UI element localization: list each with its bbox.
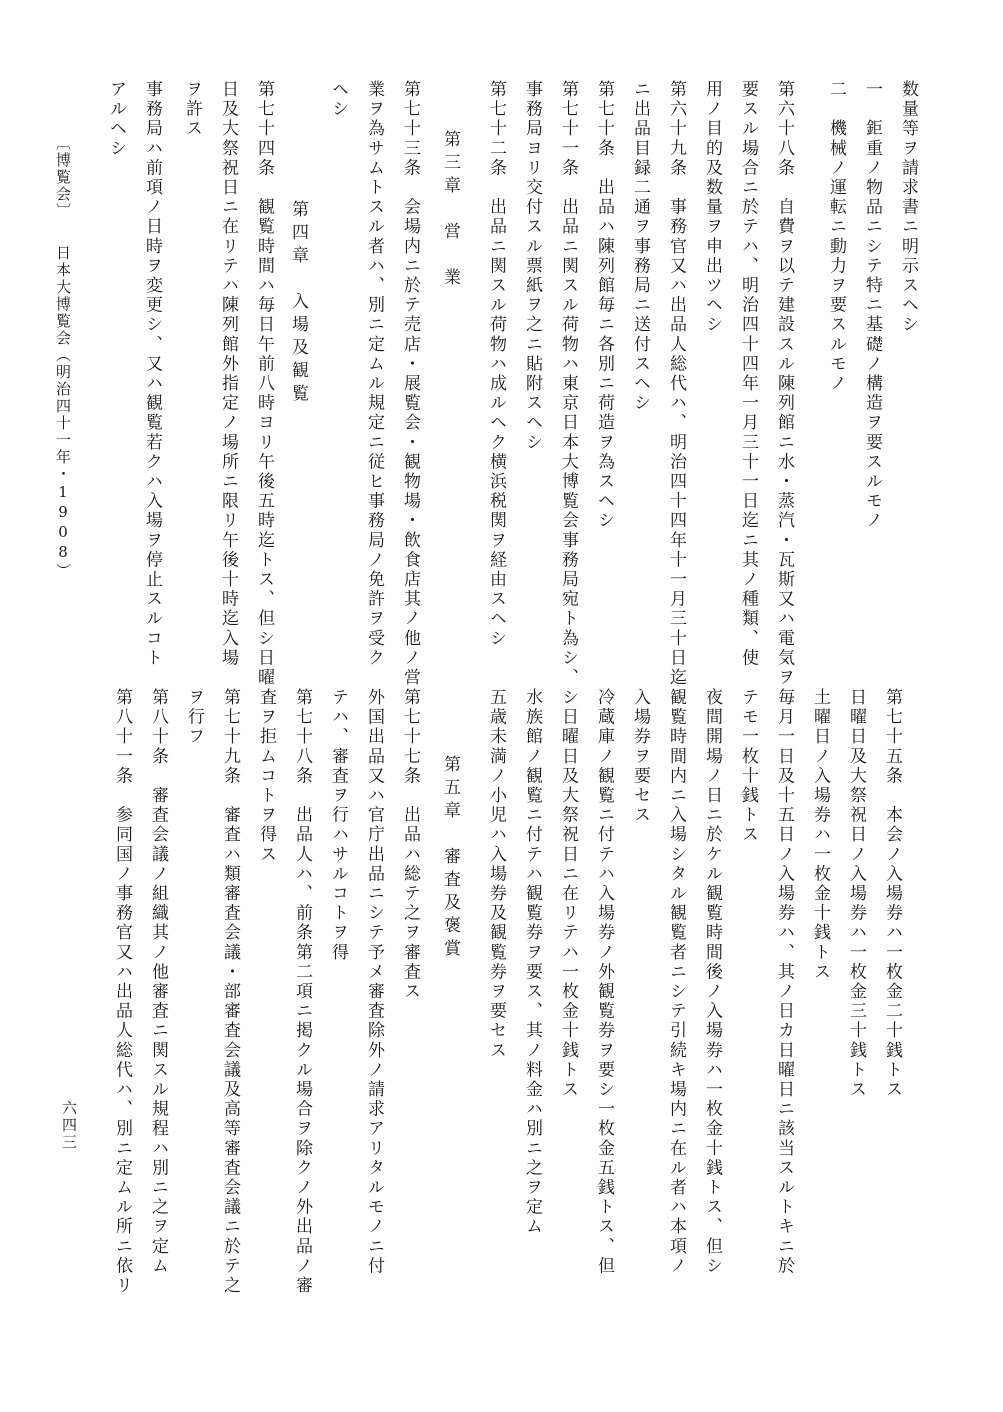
article-73-column: 第七十三条 会場内ニ於テ売店・展覧会・観物場・飲食店其ノ他ノ営 [400,80,420,688]
text-column: テハ、審査ヲ行ハサルコトヲ得 [328,688,348,963]
text-column: ヲ許ス [182,80,202,139]
footer-title: 日本大博覧会（明治四十一年・1908） [54,245,72,580]
article-81-column: 第八十一条 参同国ノ事務官又ハ出品人総代ハ、別ニ定ムル所ニ依リ [112,688,132,1296]
text-column: 事務局ハ前項ノ日時ヲ変更シ、又ハ観覧若クハ入場ヲ停止スルコト [142,80,162,668]
text-column: テモ一枚十銭トス [738,688,758,845]
text-column: 水族館ノ観覧ニ付テハ観覧券ヲ要ス、其ノ料金ハ別ニ之ヲ定ム [522,688,542,1237]
page-number: 六四三 [60,1100,78,1151]
article-72-column: 第七十二条 出品ニ関スル荷物ハ成ルヘク横浜税関ヲ経由スヘシ [486,80,506,649]
text-column: 毎月一日及十五日ノ入場券ハ、其ノ日カ日曜日ニ該当スルトキニ於 [774,688,794,1276]
article-70-column: 第七十条 出品ハ陳列館毎ニ各別ニ荷造ヲ為スヘシ [594,80,614,531]
text-column: 日曜日及大祭祝日ノ入場券ハ一枚金三十銭トス [846,688,866,1100]
text-column: 数量等ヲ請求書ニ明示スヘシ [898,80,918,335]
text-column: 五歳未満ノ小児ハ入場券及観覧券ヲ要セス [486,688,506,1061]
chapter-3-heading: 第三章 営 業 [440,130,460,291]
text-column: 要スル場合ニ於テハ、明治四十四年一月三十一日迄ニ其ノ種類、使 [738,80,758,668]
text-column: 外国出品又ハ官庁出品ニシテ予メ審査除外ノ請求アリタルモノニ付 [364,688,384,1276]
text-column: 土曜日ノ入場券ハ一枚金十銭トス [810,688,830,982]
article-78-column: 第七十八条 出品人ハ、前条第二項ニ掲クル場合ヲ除クノ外出品ノ審 [292,688,312,1296]
article-75-column: 第七十五条 本会ノ入場券ハ一枚金二十銭トス [882,688,902,1100]
chapter-4-heading: 第四章 入場及観覧 [288,200,308,407]
text-column: シ日曜日及大祭祝日ニ在リテハ一枚金十銭トス [558,688,578,1100]
article-69-column: 第六十九条 事務官又ハ出品人総代ハ、明治四十四年十一月三十日迄 [666,80,686,688]
text-column: 一 鉅重ノ物品ニシテ特ニ基礎ノ構造ヲ要スルモノ [862,80,882,531]
text-column: 二 機械ノ運転ニ動力ヲ要スルモノ [826,80,846,394]
article-74-column: 第七十四条 観覧時間ハ毎日午前八時ヨリ午後五時迄トス、但シ日曜 [254,80,274,688]
text-column: 用ノ目的及数量ヲ申出ツヘシ [702,80,722,335]
text-column: 入場券ヲ要セス [630,688,650,826]
text-column: 冷蔵庫ノ観覧ニ付テハ入場券ノ外観覧券ヲ要シ一枚金五銭トス、但 [594,688,614,1276]
text-column: 事務局ヨリ交付スル票紙ヲ之ニ貼附スヘシ [522,80,542,453]
text-column: 夜間開場ノ日ニ於ケル観覧時間後ノ入場券ハ一枚金十銭トス、但シ [702,688,722,1276]
article-71-column: 第七十一条 出品ニ関スル荷物ハ東京日本大博覧会事務局宛ト為シ、 [558,80,578,688]
article-77-column: 第七十七条 出品ハ総テ之ヲ審査ス [400,688,420,1002]
text-column: ヘシ [328,80,348,120]
chapter-5-heading: 第五章 審査及褒賞 [440,755,460,962]
text-column: ニ出品目録二通ヲ事務局ニ送付スヘシ [630,80,650,414]
article-79-column: 第七十九条 審査ハ類審査会議・部審査会議及高等審査会議ニ於テ之 [220,688,240,1296]
text-column: アルヘシ [106,80,126,159]
text-column: 査ヲ拒ムコトヲ得ス [256,688,276,865]
footer-category: 〔博覧会〕 [54,135,72,220]
text-column: ヲ行フ [184,688,204,747]
article-80-column: 第八十条 審査会議ノ組織其ノ他審査ニ関スル規程ハ別ニ之ヲ定ム [148,688,168,1276]
text-column: 日及大祭祝日ニ在リテハ陳列館外指定ノ場所ニ限リ午後十時迄入場 [218,80,238,668]
text-column: 業ヲ為サムトスル者ハ、別ニ定ムル規定ニ従ヒ事務局ノ免許ヲ受ク [364,80,384,668]
article-68-column: 第六十八条 自費ヲ以テ建設スル陳列館ニ水・蒸汽・瓦斯又ハ電気ヲ [774,80,794,688]
text-column: 観覧時間内ニ入場シタル観覧者ニシテ引続キ場内ニ在ル者ハ本項ノ [666,688,686,1276]
